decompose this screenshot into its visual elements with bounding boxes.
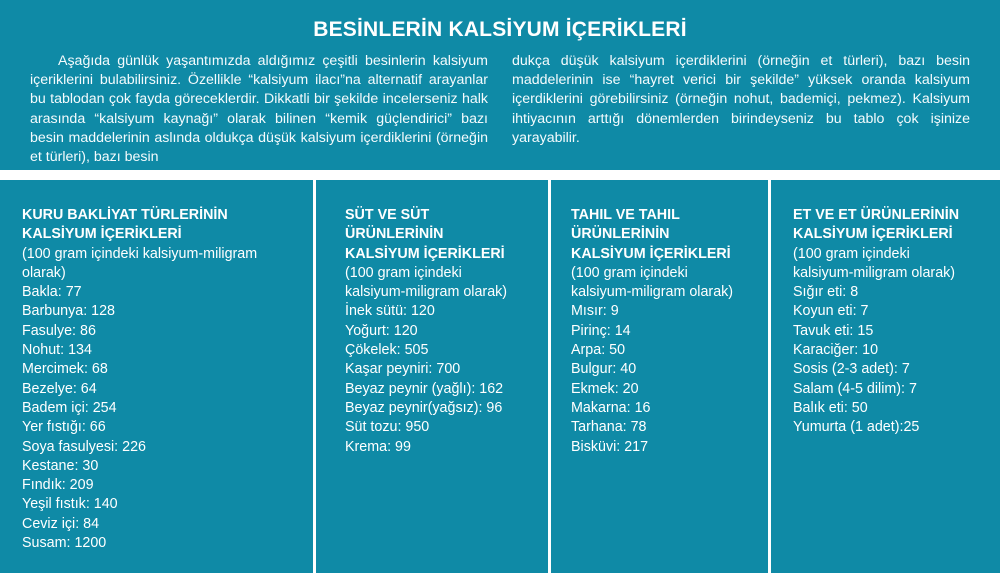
- column-dairy: [345, 206, 545, 457]
- item-list: [571, 302, 766, 456]
- column-divider: [313, 180, 316, 573]
- divider-band: [0, 170, 1000, 180]
- intro-right-paragraph: dukça düşük kalsiyum içerdiklerini (örneğin et türleri), bazı besin maddelerinin ise “hayret verici bir şekilde” yüksek oranda kalsiyum içerdiklerini görebilirsiniz (örneğin nohut, bademiçi, pekmez). Kalsiyum ihtiyacının arttığı dönemlerden birindeyseniz bu tablo çok işinize yarayabilir.: [512, 53, 970, 146]
- list-item: Pirinç: 14: [571, 322, 631, 339]
- list-item: Beyaz peynir (yağlı): 162: [345, 380, 504, 397]
- list-item: Sığır eti: 8: [793, 284, 859, 301]
- list-item: İnek sütü: 120: [345, 303, 435, 320]
- column-heading: TAHIL VE TAHIL ÜRÜNLERİNİN KALSİYUM İÇERİKLERİ: [571, 207, 731, 262]
- list-item: Mısır: 9: [571, 303, 619, 320]
- column-note: (100 gram içindeki kalsiyum-miligram olarak): [793, 245, 956, 281]
- list-item: Bisküvi: 217: [571, 438, 649, 455]
- list-item: Fındık: 209: [22, 477, 94, 494]
- item-list: [345, 302, 545, 456]
- list-item: Yer fıstığı: 66: [22, 419, 106, 436]
- list-item: Arpa: 50: [571, 342, 626, 359]
- intro-left-paragraph: Aşağıda günlük yaşantımızda aldığımız çeşitli besinlerin kalsiyum içeriklerini bulabilirsiniz. Özellikle “kalsiyum ilacı”na alternatif arayanlar bu tablodan çok fayda göreceklerdir. Dikkatli bir şekilde incelerseniz halk arasında “kalsiyum kaynağı” olarak bilinen “kemik güçlendirici” bazı besin maddelerinin aslında oldukça düşük kalsiyum içerdiklerini (örneğin et türleri), bazı besin: [30, 53, 488, 166]
- list-item: Nohut: 134: [22, 342, 92, 359]
- list-item: Ekmek: 20: [571, 380, 639, 397]
- list-item: Barbunya: 128: [22, 303, 115, 320]
- list-item: Sosis (2-3 adet): 7: [793, 361, 910, 378]
- list-item: Balık eti: 50: [793, 399, 868, 416]
- column-legumes: [22, 206, 307, 553]
- column-note: (100 gram içindeki kalsiyum-miligram olarak): [22, 245, 258, 281]
- list-item: Koyun eti: 7: [793, 303, 869, 320]
- list-item: Fasulye: 86: [22, 322, 96, 339]
- column-grains: [571, 206, 766, 457]
- page-title: BESİNLERİN KALSİYUM İÇERİKLERİ: [313, 18, 687, 41]
- intro-text: [30, 52, 970, 167]
- column-note: (100 gram içindeki kalsiyum-miligram olarak): [571, 264, 734, 301]
- list-item: Salam (4-5 dilim): 7: [793, 380, 917, 397]
- list-item: Bakla: 77: [22, 284, 82, 301]
- calcium-table: [0, 180, 1000, 573]
- list-item: Susam: 1200: [22, 535, 107, 552]
- list-item: Badem içi: 254: [22, 399, 117, 416]
- item-list: [793, 283, 993, 437]
- list-item: Krema: 99: [345, 438, 411, 455]
- item-list: [22, 283, 307, 553]
- list-item: Kaşar peyniri: 700: [345, 361, 461, 378]
- list-item: Makarna: 16: [571, 399, 651, 416]
- list-item: Beyaz peynir(yağsız): 96: [345, 399, 503, 416]
- list-item: Tarhana: 78: [571, 419, 647, 436]
- list-item: Mercimek: 68: [22, 361, 108, 378]
- list-item: Yumurta (1 adet):25: [793, 419, 920, 436]
- list-item: Tavuk eti: 15: [793, 322, 874, 339]
- column-note: (100 gram içindeki kalsiyum-miligram olarak): [345, 264, 508, 301]
- list-item: Süt tozu: 950: [345, 419, 430, 436]
- list-item: Yeşil fıstık: 140: [22, 496, 118, 513]
- list-item: Çökelek: 505: [345, 342, 429, 359]
- column-heading: KURU BAKLİYAT TÜRLERİNİN KALSİYUM İÇERİKLERİ: [22, 207, 228, 243]
- list-item: Soya fasulyesi: 226: [22, 438, 146, 455]
- list-item: Bezelye: 64: [22, 380, 97, 397]
- list-item: Kestane: 30: [22, 457, 99, 474]
- column-divider: [548, 180, 551, 573]
- column-meat: [793, 206, 993, 438]
- list-item: Ceviz içi: 84: [22, 515, 100, 532]
- list-item: Karaciğer: 10: [793, 342, 879, 359]
- column-heading: ET VE ET ÜRÜNLERİNİN KALSİYUM İÇERİKLERİ: [793, 207, 960, 243]
- column-heading: SÜT VE SÜT ÜRÜNLERİNİN KALSİYUM İÇERİKLERİ: [345, 207, 505, 262]
- list-item: Bulgur: 40: [571, 361, 637, 378]
- column-divider: [768, 180, 771, 573]
- list-item: Yoğurt: 120: [345, 322, 418, 339]
